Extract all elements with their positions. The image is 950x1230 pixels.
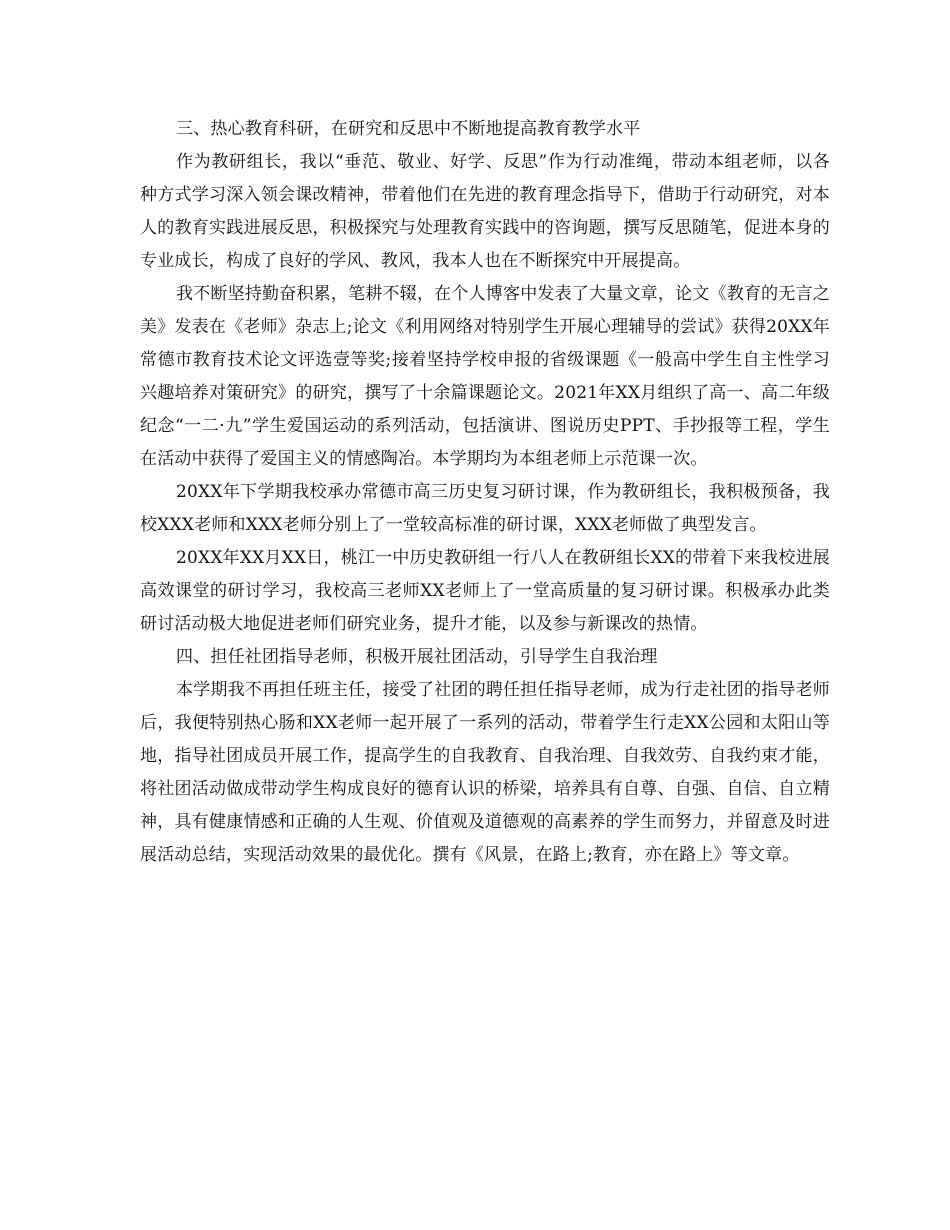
paragraph-teaching-research: 作为教研组长，我以“垂范、敬业、好学、反思”作为行动准绳，带动本组老师，以各种方式学习深入领会课改精神，带着他们在先进的教育理念指导下，借助于行动研究，对本人的教育实践进展反思，积极探究与处理教育实践中的咨询题，撰写反思随笔，促进本身的专业成长，构成了良好的学风、教风，我本人也在不断探究中开展提高。 xyxy=(140,152,830,271)
document-body xyxy=(140,113,830,872)
section-heading-four: 四、担任社团指导老师，积极开展社团活动，引导学生自我治理 xyxy=(176,647,658,667)
paragraph-review-seminar: 20XX年下学期我校承办常德市高三历史复习研讨课，作为教研组长，我积极预备，我校XXX老师和XXX老师分别上了一堂较高标准的研讨课，XXX老师做了典型发言。 xyxy=(140,482,830,535)
paragraph-taojiang-visit: 20XX年XX月XX日，桃江一中历史教研组一行八人在教研组长XX的带着下来我校进展高效课堂的研讨学习，我校高三老师XX老师上了一堂高质量的复习研讨课。积极承办此类研讨活动极大地促进老师们研究业务，提升才能，以及参与新课改的热情。 xyxy=(140,548,830,634)
paragraph-club-activities: 本学期我不再担任班主任，接受了社团的聘任担任指导老师，成为行走社团的指导老师后，我便特别热心肠和XX老师一起开展了一系列的活动，带着学生行走XX公园和太阳山等地，指导社团成员开展工作，提高学生的自我教育、自我治理、自我效劳、自我约束才能，将社团活动做成带动学生构成良好的德育认识的桥梁，培养具有自尊、自强、自信、自立精神，具有健康情感和正确的人生观、价值观及道德观的高素养的学生而努力，并留意及时进展活动总结，实现活动效果的最优化。撰有《风景，在路上;教育，亦在路上》等文章。 xyxy=(140,680,830,865)
section-heading-three: 三、热心教育科研，在研究和反思中不断地提高教育教学水平 xyxy=(176,119,641,139)
paragraph-writing-achievements: 我不断坚持勤奋积累，笔耕不辍，在个人博客中发表了大量文章，论文《教育的无言之美》发表在《老师》杂志上;论文《利用网络对特别学生开展心理辅导的尝试》获得20XX年常德市教育技术论文评选壹等奖;接着坚持学校申报的省级课题《一般高中学生自主性学习兴趣培养对策研究》的研究，撰写了十余篇课题论文。2021年XX月组织了高一、高二年级纪念“一二·九”学生爱国运动的系列活动，包括演讲、图说历史PPT、手抄报等工程，学生在活动中获得了爱国主义的情感陶冶。本学期均为本组老师上示范课一次。 xyxy=(140,284,830,469)
